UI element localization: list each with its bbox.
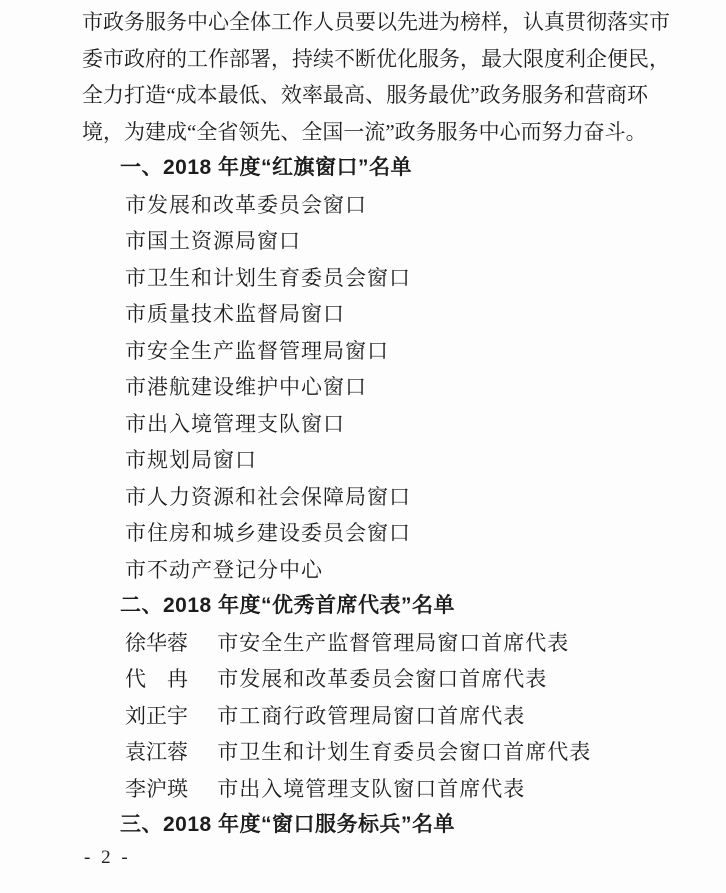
red-flag-window-item: 市质量技术监督局窗口	[125, 302, 345, 326]
representative-row	[125, 661, 726, 698]
red-flag-window-item: 市安全生产监督管理局窗口	[125, 338, 389, 363]
representative-name: 刘正宇	[125, 703, 188, 728]
red-flag-window-item: 市规划局窗口	[125, 448, 257, 472]
representative-title: 市发展和改革委员会窗口首席代表	[217, 667, 548, 691]
representative-title: 市安全生产监督管理局窗口首席代表	[217, 630, 570, 655]
representative-title: 市卫生和计划生育委员会窗口首席代表	[217, 740, 592, 764]
section-3-heading: 三、2018 年度“窗口服务标兵”名单	[120, 813, 456, 836]
representative-row	[125, 734, 726, 771]
red-flag-window-item: 市住房和城乡建设委员会窗口	[125, 521, 411, 545]
intro-line-2: 委市政府的工作部署，持续不断优化服务，最大限度利企便民，	[82, 46, 670, 71]
red-flag-window-item: 市卫生和计划生育委员会窗口	[125, 265, 411, 290]
red-flag-window-item: 市国土资源局窗口	[125, 229, 301, 253]
page-number: - 2 -	[84, 847, 131, 868]
intro-line-1: 市政务服务中心全体工作人员要以先进为榜样，认真贯彻落实市	[82, 10, 670, 34]
intro-line-3: 全力打造“成本最低、效率最高、服务最优”政务服务和营商环	[82, 83, 648, 107]
red-flag-window-item: 市人力资源和社会保障局窗口	[125, 484, 411, 509]
representative-name: 李沪瑛	[125, 776, 188, 801]
intro-line-4: 境，为建成“全省领先、全国一流”政务服务中心而努力奋斗。	[82, 119, 647, 144]
representative-row	[125, 625, 726, 662]
red-flag-window-item: 市不动产登记分中心	[125, 557, 323, 582]
red-flag-window-item: 市出入境管理支队窗口	[125, 411, 345, 436]
representative-name: 袁江蓉	[125, 740, 188, 764]
representative-title: 市出入境管理支队窗口首席代表	[217, 776, 526, 801]
red-flag-window-item: 市港航建设维护中心窗口	[125, 375, 367, 399]
representative-name: 代 冉	[125, 667, 188, 691]
representative-title: 市工商行政管理局窗口首席代表	[217, 703, 526, 728]
intro-paragraph	[82, 4, 670, 150]
section-2-heading: 二、2018 年度“优秀首席代表”名单	[120, 594, 456, 617]
representative-name: 徐华蓉	[125, 630, 188, 655]
representative-row	[125, 698, 726, 735]
red-flag-window-item: 市发展和改革委员会窗口	[125, 192, 367, 217]
section-1-heading: 一、2018 年度“红旗窗口”名单	[120, 156, 413, 179]
representative-row	[125, 771, 726, 808]
